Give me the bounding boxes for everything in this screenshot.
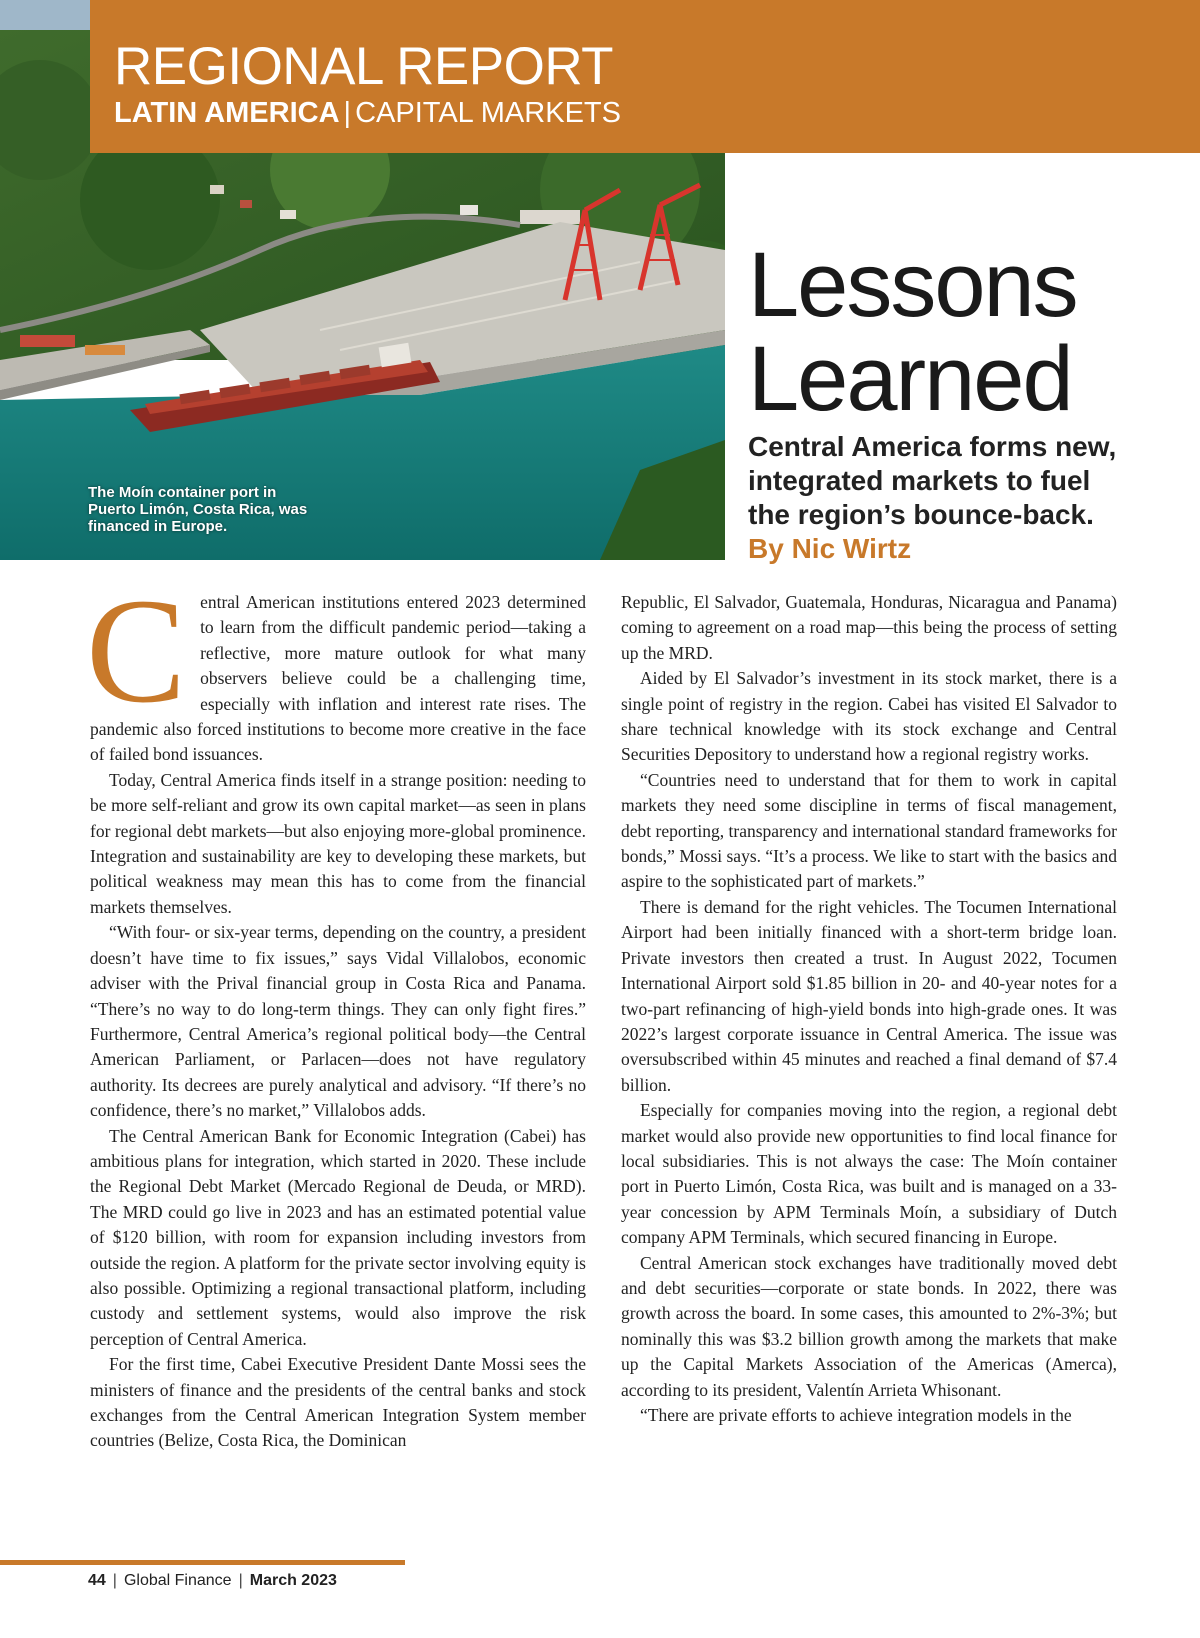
drop-cap: C <box>86 568 187 734</box>
deck <box>748 430 1128 566</box>
paragraph: Central American stock exchanges have traditionally moved debt and debt securities—corporate or state bonds. In 2022, there was growth across the board. In some cases, this amounted to 2%-3%; but nominally this was $3.2 billion growth among the markets that make up the Capital Markets Association of the Americas (Amerca), according to its president, Valentín Arrieta Whisonant. <box>621 1252 1117 1400</box>
publication-name: Global Finance <box>123 1572 232 1589</box>
banner-divider: | <box>343 97 352 129</box>
byline: By Nic Wirtz <box>748 533 912 564</box>
region-label: LATIN AMERICA <box>114 97 340 129</box>
paragraph: “With four- or six-year terms, depending on the country, a president doesn’t have time to fix issues,” says Vidal Villalobos, economic adviser with the Prival financial group in Costa Rica and Panama. “There’s no way to do long-term things. They can only fight fires.” Furthermore, Central America’s regional political body—the Central American Parliament, or Parlacen—does not have regulatory authority. Its decrees are purely analytical and advisory. “If there’s no confidence, there’s no market,” Villalobos adds. <box>90 922 586 1121</box>
paragraph: There is demand for the right vehicles. The Tocumen International Airport had been initially financed with a short-term bridge loan. Private investors then created a trust. In August 2022, Tocumen International Airport sold $1.85 billion in 20- and 40-year notes for a two-part refinancing of high-yield bonds into high-grade ones. It was 2022’s largest corporate issuance in Central America. The issue was oversubscribed within 45 minutes and reached a final demand of $7.4 billion. <box>621 896 1117 1095</box>
section-title: REGIONAL REPORT <box>114 37 614 96</box>
paragraph: Especially for companies moving into the region, a regional debt market would also provide new opportunities to find local finance for local subsidiaries. This is not always the case: The Moín container port in Puerto Limón, Costa Rica, was built and is managed on a 33-year concession by APM Terminals Moín, a subsidiary of Dutch company APM Terminals, which secured financing in Europe. <box>621 1100 1117 1248</box>
page-number: 44 <box>88 1572 106 1589</box>
headline-line-2: Learned <box>748 328 1072 430</box>
paragraph: Republic, El Salvador, Guatemala, Honduras, Nicaragua and Panama) coming to agreement on a road map—this being the process of setting up the MRD. <box>621 592 1117 663</box>
deck-text: Central America forms new, integrated markets to fuel the region’s bounce-back. <box>748 431 1117 530</box>
paragraph: The Central American Bank for Economic Integration (Cabei) has ambitious plans for integration, which started in 2020. These include the Regional Debt Market (Mercado Regional de Deuda, or MRD). The MRD could go live in 2023 and has an estimated potential value of $120 billion, with room for expansion including investors from outside the region. A platform for the private sector involving equity is also possible. Optimizing a regional transactional platform, including custody and settlement systems, would also improve the risk perception of Central America. <box>90 1125 586 1349</box>
paragraph: Today, Central America finds itself in a strange position: needing to be more self-reliant and grow its own capital market—as seen in plans for regional debt markets—but also enjoying more-global prominence. Integration and sustainability are key to developing these markets, but political weakness may mean this has to come from the financial markets themselves. <box>90 769 586 917</box>
headline-line-1: Lessons <box>748 234 1077 336</box>
article-column-right <box>621 590 1117 1428</box>
photo-caption: The Moín container port in Puerto Limón, Costa Rica, was financed in Europe. <box>88 484 308 535</box>
topic-label: CAPITAL MARKETS <box>355 97 621 129</box>
footer-rule <box>0 1560 405 1565</box>
issue-date: March 2023 <box>249 1572 337 1589</box>
paragraph: For the first time, Cabei Executive President Dante Mossi sees the ministers of finance and the presidents of the central banks and stock exchanges from the Central American Integration System member countries (Belize, Costa Rica, the Dominican <box>90 1354 586 1451</box>
section-subtitle <box>114 99 621 128</box>
paragraph: entral American institutions entered 2023 determined to learn from the difficult pandemic period—taking a reflective, more mature outlook for what many observers believe could be a challenging time, especially with inflation and interest rate rises. The pandemic also forced institutions to become more creative in the face of failed bond issuances. <box>90 592 586 765</box>
paragraph: “There are private efforts to achieve integration models in the <box>640 1405 1072 1425</box>
footer-divider: | <box>238 1572 243 1589</box>
section-banner <box>90 0 1200 153</box>
footer-divider: | <box>112 1572 117 1589</box>
paragraph: “Countries need to understand that for them to work in capital markets they need some discipline in terms of fiscal management, debt reporting, transparency and international standard frameworks for bonds,” Mossi says. “It’s a process. We like to start with the basics and aspire to the sophisticated part of markets.” <box>621 769 1117 892</box>
headline <box>748 234 1188 430</box>
page-footer <box>88 1572 337 1590</box>
paragraph: Aided by El Salvador’s investment in its stock market, there is a single point of registry in the region. Cabei has visited El Salvador to share technical knowledge with its stock exchange and Central Securities Depository to understand how a regional registry works. <box>621 668 1117 765</box>
article-column-left <box>86 568 586 1454</box>
